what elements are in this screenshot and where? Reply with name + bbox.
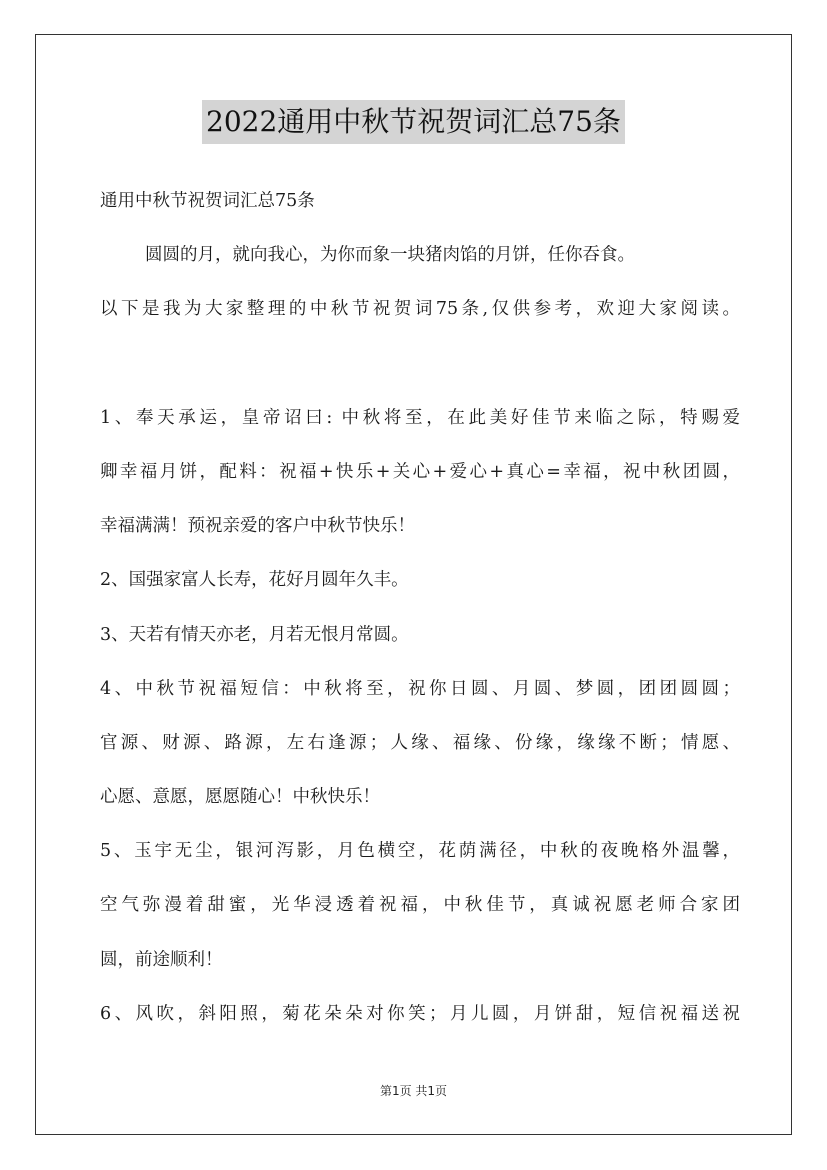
body-line: 卿幸福月饼，配料：祝福+快乐+关心+爱心+真心=幸福，祝中秋团圆， xyxy=(100,461,740,482)
body-line: 1、奉天承运，皇帝诏曰: 中秋将至，在此美好佳节来临之际，特赐爱 xyxy=(100,407,740,428)
document-subtitle: 通用中秋节祝贺词汇总75条 xyxy=(100,191,315,211)
body-line: 3、天若有情天亦老，月若无恨月常圆。 xyxy=(100,624,409,645)
intro-line: 以下是我为大家整理的中秋节祝贺词75条,仅供参考，欢迎大家阅读。 xyxy=(100,299,740,320)
body-line: 4、中秋节祝福短信：中秋将至，祝你日圆、月圆、梦圆，团团圆圆； xyxy=(100,678,740,699)
page-footer: 第1页 共1页 xyxy=(379,1084,448,1098)
body-line: 官源、财源、路源，左右逢源；人缘、福缘、份缘，缘缘不断；情愿、 xyxy=(100,732,740,753)
body-line: 圆，前途顺利！ xyxy=(100,949,223,970)
document-body xyxy=(100,174,740,1041)
intro-line: 圆圆的月，就向我心，为你而象一块猪肉馅的月饼，任你吞食。 xyxy=(145,245,635,266)
body-line: 6、风吹，斜阳照，菊花朵朵对你笑；月儿圆，月饼甜，短信祝福送祝 xyxy=(100,1003,740,1024)
body-line: 2、国强家富人长寿，花好月圆年久丰。 xyxy=(100,570,409,591)
body-line: 幸福满满！预祝亲爱的客户中秋节快乐！ xyxy=(100,516,415,537)
body-line: 空气弥漫着甜蜜，光华浸透着祝福，中秋佳节，真诚祝愿老师合家团 xyxy=(100,895,740,916)
body-line: 心愿、意愿，愿愿随心！中秋快乐！ xyxy=(100,787,380,808)
document-title: 2022通用中秋节祝贺词汇总75条 xyxy=(202,100,625,144)
body-line: 5、玉宇无尘，银河泻影，月色横空，花荫满径，中秋的夜晚格外温馨， xyxy=(100,841,740,862)
title-container xyxy=(0,100,827,144)
blank-line xyxy=(100,337,740,391)
